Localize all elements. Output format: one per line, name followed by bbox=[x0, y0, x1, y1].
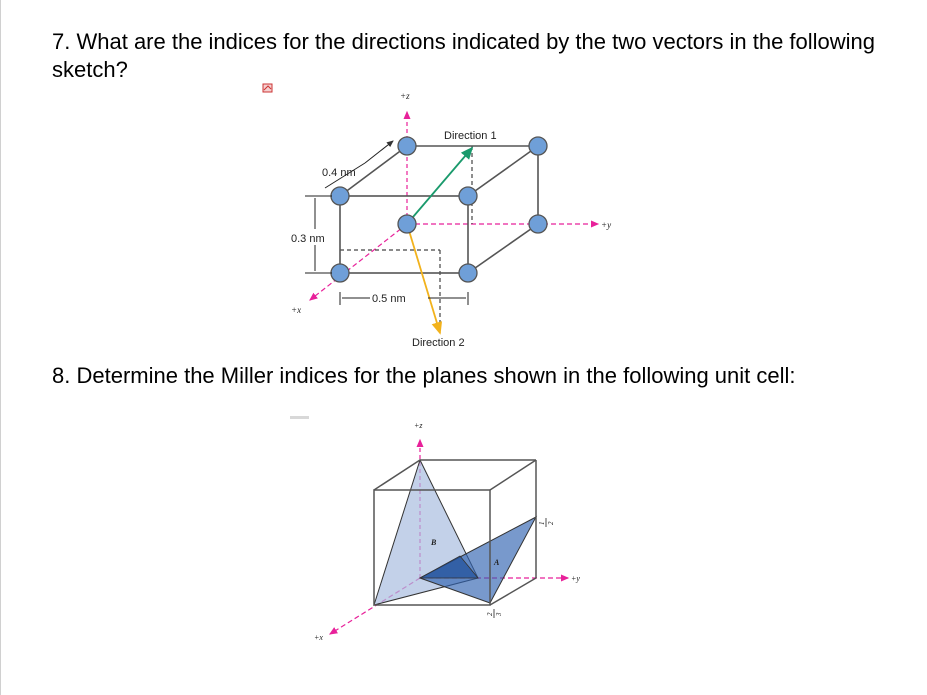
fig1-x-axis-label: +x bbox=[291, 305, 302, 315]
depth-dimension-label: 0.4 nm bbox=[322, 167, 356, 179]
plane-a-label: A bbox=[494, 558, 500, 567]
frac-half-numerator: 1 bbox=[538, 521, 546, 525]
height-dimension-label: 0.3 nm bbox=[291, 233, 325, 245]
frac-half-denominator: 2 bbox=[547, 521, 555, 525]
question-8-text: Determine the Miller indices for the planes shown in the following unit cell: bbox=[76, 363, 796, 388]
frac-twothirds-denominator: 3 bbox=[495, 612, 503, 616]
plane-b-label: B bbox=[431, 538, 437, 547]
direction-2-label: Direction 2 bbox=[412, 337, 465, 349]
fraction-two-thirds bbox=[486, 609, 503, 618]
frac-twothirds-numerator: 2 bbox=[486, 612, 494, 616]
question-7-number: 7. bbox=[52, 29, 71, 54]
question-8-number: 8. bbox=[52, 363, 71, 388]
question-7-text: What are the indices for the directions indicated by the two vectors in the following sketch? bbox=[52, 29, 876, 82]
width-dimension-label: 0.5 nm bbox=[372, 293, 406, 305]
fraction-one-half bbox=[538, 518, 555, 527]
fig1-z-axis-label: +z bbox=[400, 91, 410, 101]
fig2-y-axis-label: +y bbox=[571, 574, 580, 583]
fig2-x-axis-label: +x bbox=[314, 633, 323, 642]
fig1-y-axis-label: +y bbox=[601, 220, 612, 230]
direction-1-label: Direction 1 bbox=[444, 130, 497, 142]
fig2-z-axis-label: +z bbox=[414, 421, 423, 430]
